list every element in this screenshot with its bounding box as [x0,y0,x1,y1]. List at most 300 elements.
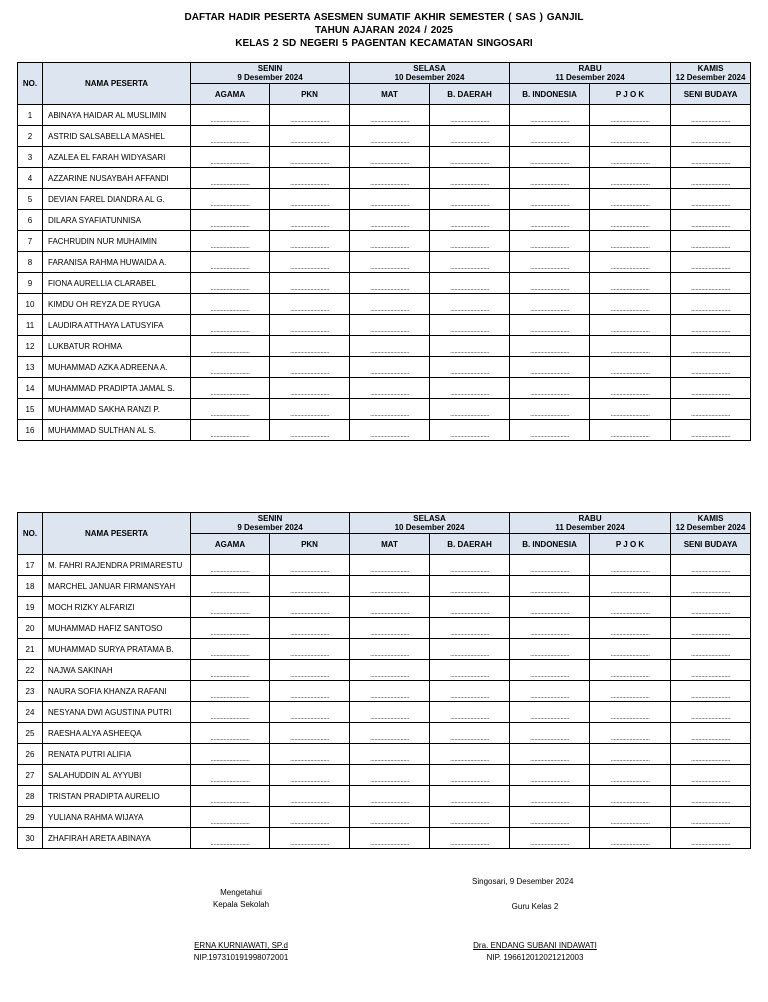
document-title [0,11,768,50]
signature-field[interactable]: ........................... [270,294,350,315]
signature-field[interactable]: ........................... [671,315,751,336]
signature-field[interactable]: ........................... [590,294,671,315]
signature-field[interactable]: ........................... [350,168,430,189]
signature-field[interactable]: ........................... [350,639,430,660]
signature-field[interactable]: ........................... [270,126,350,147]
subject-header: MAT [350,84,430,105]
signature-field[interactable]: ........................... [430,618,510,639]
signature-field[interactable]: ........................... [510,786,590,807]
signature-field[interactable]: ........................... [430,399,510,420]
signature-field[interactable]: ........................... [590,765,671,786]
signature-field[interactable]: ........................... [430,378,510,399]
signature-field[interactable]: ........................... [191,357,270,378]
signature-field[interactable]: ........................... [191,420,270,441]
signature-field[interactable]: ........................... [671,210,751,231]
signature-field[interactable]: ........................... [430,723,510,744]
student-number: 30 [18,828,43,849]
signature-field[interactable]: ........................... [350,597,430,618]
signature-field[interactable]: ........................... [510,273,590,294]
day-header-rabu [510,513,671,534]
signature-field[interactable]: ........................... [270,576,350,597]
signature-field[interactable]: ........................... [430,420,510,441]
signature-field[interactable]: ........................... [270,765,350,786]
signature-field[interactable]: ........................... [270,681,350,702]
signature-field[interactable]: ........................... [430,765,510,786]
signature-field[interactable]: ........................... [430,294,510,315]
signature-field[interactable]: ........................... [510,639,590,660]
signature-field[interactable]: ........................... [270,660,350,681]
day-date: 12 Desember 2024 [675,523,746,532]
signature-field[interactable]: ........................... [510,420,590,441]
signature-field[interactable]: ........................... [350,576,430,597]
signature-field[interactable]: ........................... [191,336,270,357]
signature-field[interactable]: ........................... [270,210,350,231]
signature-field[interactable]: ........................... [590,357,671,378]
signature-field[interactable]: ........................... [590,105,671,126]
signature-field[interactable]: ........................... [430,828,510,849]
signature-field[interactable]: ........................... [350,399,430,420]
student-name: LUKBATUR ROHMA [43,336,191,357]
student-row [18,828,751,849]
signature-field[interactable]: ........................... [270,273,350,294]
signature-field[interactable]: ........................... [510,378,590,399]
signature-field[interactable]: ........................... [671,105,751,126]
signature-field[interactable]: ........................... [430,555,510,576]
subject-header: SENI BUDAYA [671,534,751,555]
student-name: RENATA PUTRI ALIFIA [43,744,191,765]
student-row [18,294,751,315]
student-number: 11 [18,315,43,336]
day-name: KAMIS [697,514,724,523]
signature-field[interactable]: ........................... [270,786,350,807]
signature-field[interactable]: ........................... [191,315,270,336]
signature-field[interactable]: ........................... [350,357,430,378]
signature-field[interactable]: ........................... [510,294,590,315]
signature-field[interactable]: ........................... [590,618,671,639]
signature-field[interactable]: ........................... [510,576,590,597]
signature-field[interactable]: ........................... [270,702,350,723]
signature-field[interactable]: ........................... [270,189,350,210]
student-number: 20 [18,618,43,639]
signature-field[interactable]: ........................... [510,681,590,702]
signature-field[interactable]: ........................... [510,147,590,168]
signature-field[interactable]: ........................... [191,399,270,420]
signature-field[interactable]: ........................... [590,660,671,681]
column-header-name: NAMA PESERTA [43,513,191,555]
signature-field[interactable]: ........................... [430,252,510,273]
signature-field[interactable]: ........................... [671,702,751,723]
title-line-3: KELAS 2 SD NEGERI 5 PAGENTAN KECAMATAN SINGOSARI [235,38,533,49]
student-number: 27 [18,765,43,786]
signature-field[interactable]: ........................... [270,231,350,252]
student-name: MOCH RIZKY ALFARIZI [43,597,191,618]
student-name: MUHAMMAD SURYA PRATAMA B. [43,639,191,660]
day-header-rabu [510,63,671,84]
signature-field[interactable]: ........................... [191,189,270,210]
signature-field[interactable]: ........................... [590,399,671,420]
signature-field[interactable]: ........................... [510,210,590,231]
signature-field[interactable]: ........................... [191,126,270,147]
signature-field[interactable]: ........................... [671,189,751,210]
signature-field[interactable]: ........................... [430,702,510,723]
signature-field[interactable]: ........................... [590,378,671,399]
student-number: 2 [18,126,43,147]
signature-field[interactable]: ........................... [590,168,671,189]
signature-field[interactable]: ........................... [430,147,510,168]
signature-field[interactable]: ........................... [590,555,671,576]
student-row [18,357,751,378]
signature-field[interactable]: ........................... [430,231,510,252]
signature-field[interactable]: ........................... [191,576,270,597]
signature-field[interactable]: ........................... [270,336,350,357]
student-number: 13 [18,357,43,378]
signature-field[interactable]: ........................... [430,807,510,828]
signature-field[interactable]: ........................... [270,252,350,273]
signature-field[interactable]: ........................... [590,189,671,210]
student-number: 3 [18,147,43,168]
signature-field[interactable]: ........................... [510,336,590,357]
signature-field[interactable]: ........................... [510,702,590,723]
signature-field[interactable]: ........................... [191,378,270,399]
signature-field[interactable]: ........................... [191,210,270,231]
signature-field[interactable]: ........................... [671,420,751,441]
subject-header: PKN [270,84,350,105]
student-number: 12 [18,336,43,357]
student-number: 29 [18,807,43,828]
signature-field[interactable]: ........................... [671,807,751,828]
student-name: ASTRID SALSABELLA MASHEL [43,126,191,147]
signature-field[interactable]: ........................... [270,744,350,765]
signature-field[interactable]: ........................... [270,639,350,660]
signature-field[interactable]: ........................... [350,723,430,744]
signature-field[interactable]: ........................... [671,618,751,639]
teacher-role: Guru Kelas 2 [511,902,559,911]
signature-field[interactable]: ........................... [270,618,350,639]
student-row [18,420,751,441]
signature-field[interactable]: ........................... [430,315,510,336]
student-row [18,555,751,576]
signature-field[interactable]: ........................... [430,639,510,660]
signature-field[interactable]: ........................... [671,378,751,399]
signature-field[interactable]: ........................... [590,681,671,702]
signature-field[interactable]: ........................... [671,168,751,189]
subject-header: MAT [350,534,430,555]
day-date: 10 Desember 2024 [394,523,465,532]
signature-field[interactable]: ........................... [350,555,430,576]
signature-field[interactable]: ........................... [191,723,270,744]
signature-field[interactable]: ........................... [191,639,270,660]
signature-field[interactable]: ........................... [510,252,590,273]
signature-field[interactable]: ........................... [590,744,671,765]
student-row [18,210,751,231]
signature-field[interactable]: ........................... [350,126,430,147]
signature-field[interactable]: ........................... [510,744,590,765]
day-name: RABU [578,64,602,73]
signature-field[interactable]: ........................... [430,786,510,807]
signature-field[interactable]: ........................... [191,744,270,765]
signature-field[interactable]: ........................... [671,639,751,660]
student-row [18,273,751,294]
subject-header: SENI BUDAYA [671,84,751,105]
day-name: SENIN [257,64,283,73]
signature-field[interactable]: ........................... [510,168,590,189]
student-row [18,105,751,126]
signature-field[interactable]: ........................... [671,147,751,168]
student-number: 26 [18,744,43,765]
signature-field[interactable]: ........................... [590,576,671,597]
subject-header: B. INDONESIA [510,534,590,555]
signature-field[interactable]: ........................... [590,597,671,618]
signature-field[interactable]: ........................... [590,723,671,744]
student-row [18,399,751,420]
signature-field[interactable]: ........................... [671,231,751,252]
day-header-selasa [350,63,510,84]
student-name: LAUDIRA ATTHAYA LATUSYIFA [43,315,191,336]
signature-field[interactable]: ........................... [590,702,671,723]
day-date: 9 Desember 2024 [237,73,303,82]
signature-field[interactable]: ........................... [671,126,751,147]
signature-field[interactable]: ........................... [430,273,510,294]
signature-field[interactable]: ........................... [590,147,671,168]
signature-field[interactable]: ........................... [590,828,671,849]
signature-field[interactable]: ........................... [350,378,430,399]
signature-field[interactable]: ........................... [510,555,590,576]
signature-field[interactable]: ........................... [191,273,270,294]
student-name: MUHAMMAD SAKHA RANZI P. [43,399,191,420]
student-row [18,744,751,765]
signature-field[interactable]: ........................... [191,147,270,168]
signature-field[interactable]: ........................... [350,744,430,765]
signature-field[interactable]: ........................... [350,252,430,273]
signature-field[interactable]: ........................... [671,786,751,807]
student-row [18,126,751,147]
student-name: FARANISA RAHMA HUWAIDA A. [43,252,191,273]
signature-field[interactable]: ........................... [270,555,350,576]
signature-field[interactable]: ........................... [510,828,590,849]
signature-field[interactable]: ........................... [270,399,350,420]
signature-field[interactable]: ........................... [350,786,430,807]
signature-field[interactable]: ........................... [191,765,270,786]
day-name: SENIN [257,514,283,523]
principal-name: ERNA KURNIAWATI, SP.d [194,941,288,950]
signature-field[interactable]: ........................... [191,786,270,807]
signature-field[interactable]: ........................... [350,105,430,126]
signature-field[interactable]: ........................... [510,723,590,744]
signature-field[interactable]: ........................... [671,294,751,315]
signature-field[interactable]: ........................... [270,723,350,744]
signature-field[interactable]: ........................... [350,420,430,441]
signature-field[interactable]: ........................... [350,231,430,252]
signature-field[interactable]: ........................... [671,660,751,681]
signature-field[interactable]: ........................... [671,597,751,618]
signature-field[interactable]: ........................... [270,168,350,189]
day-name: KAMIS [697,64,724,73]
signature-field[interactable]: ........................... [430,189,510,210]
subject-header: B. DAERAH [430,534,510,555]
signature-field[interactable]: ........................... [350,336,430,357]
signature-field[interactable]: ........................... [671,576,751,597]
signature-field[interactable]: ........................... [430,357,510,378]
signature-field[interactable]: ........................... [430,681,510,702]
signature-field[interactable]: ........................... [350,681,430,702]
student-number: 18 [18,576,43,597]
signature-field[interactable]: ........................... [191,702,270,723]
signature-field[interactable]: ........................... [270,597,350,618]
signature-field[interactable]: ........................... [430,660,510,681]
student-name: DEVIAN FAREL DIANDRA AL G. [43,189,191,210]
signature-field[interactable]: ........................... [191,597,270,618]
student-name: M. FAHRI RAJENDRA PRIMARESTU [43,555,191,576]
signature-field[interactable]: ........................... [671,555,751,576]
column-header-no: NO. [18,513,43,555]
signature-field[interactable]: ........................... [350,273,430,294]
signature-field[interactable]: ........................... [350,618,430,639]
signature-field[interactable]: ........................... [191,681,270,702]
student-number: 21 [18,639,43,660]
student-number: 24 [18,702,43,723]
signature-field[interactable]: ........................... [430,210,510,231]
student-number: 4 [18,168,43,189]
signature-field[interactable]: ........................... [191,828,270,849]
student-name: MUHAMMAD HAFIZ SANTOSO [43,618,191,639]
student-name: NESYANA DWI AGUSTINA PUTRI [43,702,191,723]
signature-field[interactable]: ........................... [590,639,671,660]
signature-field[interactable]: ........................... [590,210,671,231]
student-name: AZALEA EL FARAH WIDYASARI [43,147,191,168]
day-header-senin [191,63,350,84]
signature-field[interactable]: ........................... [191,105,270,126]
student-row [18,639,751,660]
signature-field[interactable]: ........................... [430,744,510,765]
signature-field[interactable]: ........................... [510,105,590,126]
student-name: RAESHA ALYA ASHEEQA [43,723,191,744]
signature-field[interactable]: ........................... [191,231,270,252]
signature-field[interactable]: ........................... [270,147,350,168]
signature-field[interactable]: ........................... [510,399,590,420]
student-name: MUHAMMAD AZKA ADREENA A. [43,357,191,378]
signature-field[interactable]: ........................... [350,828,430,849]
signature-field[interactable]: ........................... [510,231,590,252]
day-name: RABU [578,514,602,523]
signature-field[interactable]: ........................... [270,420,350,441]
signature-field[interactable]: ........................... [671,252,751,273]
signature-field[interactable]: ........................... [270,357,350,378]
student-row [18,660,751,681]
signature-field[interactable]: ........................... [510,765,590,786]
signature-field[interactable]: ........................... [510,315,590,336]
day-date: 11 Desember 2024 [555,73,625,82]
day-date: 11 Desember 2024 [555,523,625,532]
signature-field[interactable]: ........................... [191,168,270,189]
signature-field[interactable]: ........................... [671,336,751,357]
signature-field[interactable]: ........................... [590,252,671,273]
signature-field[interactable]: ........................... [350,702,430,723]
student-name: ABINAYA HAIDAR AL MUSLIMIN [43,105,191,126]
day-header-kamis [671,63,751,84]
day-name: SELASA [413,514,446,523]
signature-field[interactable]: ........................... [671,681,751,702]
signature-field[interactable]: ........................... [510,357,590,378]
signature-field[interactable]: ........................... [430,576,510,597]
student-row [18,336,751,357]
acknowledged-label: Mengetahui [220,888,262,897]
signature-field[interactable]: ........................... [510,126,590,147]
signature-field[interactable]: ........................... [191,660,270,681]
signature-field[interactable]: ........................... [590,126,671,147]
student-number: 9 [18,273,43,294]
signature-field[interactable]: ........................... [590,231,671,252]
signature-field[interactable]: ........................... [671,765,751,786]
student-name: DILARA SYAFIATUNNISA [43,210,191,231]
student-number: 16 [18,420,43,441]
signature-field[interactable]: ........................... [671,399,751,420]
student-name: NAJWA SAKINAH [43,660,191,681]
signature-field[interactable]: ........................... [590,807,671,828]
student-row [18,786,751,807]
signature-field[interactable]: ........................... [350,294,430,315]
signature-field[interactable]: ........................... [350,210,430,231]
signature-field[interactable]: ........................... [671,744,751,765]
signature-field[interactable]: ........................... [270,807,350,828]
signature-field[interactable]: ........................... [191,807,270,828]
student-name: KIMDU OH REYZA DE RYUGA [43,294,191,315]
signature-field[interactable]: ........................... [671,273,751,294]
signature-field[interactable]: ........................... [590,315,671,336]
signature-field[interactable]: ........................... [430,336,510,357]
day-date: 12 Desember 2024 [675,73,746,82]
student-row [18,189,751,210]
student-number: 7 [18,231,43,252]
signature-field[interactable]: ........................... [430,126,510,147]
signature-field[interactable]: ........................... [350,807,430,828]
signature-field[interactable]: ........................... [590,786,671,807]
signature-field[interactable]: ........................... [191,555,270,576]
signature-field[interactable]: ........................... [350,147,430,168]
signature-field[interactable]: ........................... [510,189,590,210]
signature-field[interactable]: ........................... [191,294,270,315]
signature-field[interactable]: ........................... [270,315,350,336]
signature-field[interactable]: ........................... [270,828,350,849]
signature-field[interactable]: ........................... [191,252,270,273]
signature-field[interactable]: ........................... [270,378,350,399]
signature-field[interactable]: ........................... [430,105,510,126]
signature-field[interactable]: ........................... [590,336,671,357]
student-row [18,576,751,597]
signature-field[interactable]: ........................... [191,618,270,639]
signature-field[interactable]: ........................... [671,357,751,378]
student-number: 25 [18,723,43,744]
signature-field[interactable]: ........................... [510,660,590,681]
student-number: 28 [18,786,43,807]
signature-field[interactable]: ........................... [270,105,350,126]
signature-field[interactable]: ........................... [350,660,430,681]
signature-field[interactable]: ........................... [430,597,510,618]
signature-field[interactable]: ........................... [350,765,430,786]
signature-field[interactable]: ........................... [350,189,430,210]
student-row [18,231,751,252]
signature-field[interactable]: ........................... [590,420,671,441]
day-name: SELASA [413,64,446,73]
signature-field[interactable]: ........................... [510,597,590,618]
signature-field[interactable]: ........................... [590,273,671,294]
signature-field[interactable]: ........................... [510,618,590,639]
student-number: 8 [18,252,43,273]
signature-field[interactable]: ........................... [430,168,510,189]
signature-field[interactable]: ........................... [350,315,430,336]
signature-field[interactable]: ........................... [510,807,590,828]
signature-field[interactable]: ........................... [671,828,751,849]
signature-field[interactable]: ........................... [671,723,751,744]
